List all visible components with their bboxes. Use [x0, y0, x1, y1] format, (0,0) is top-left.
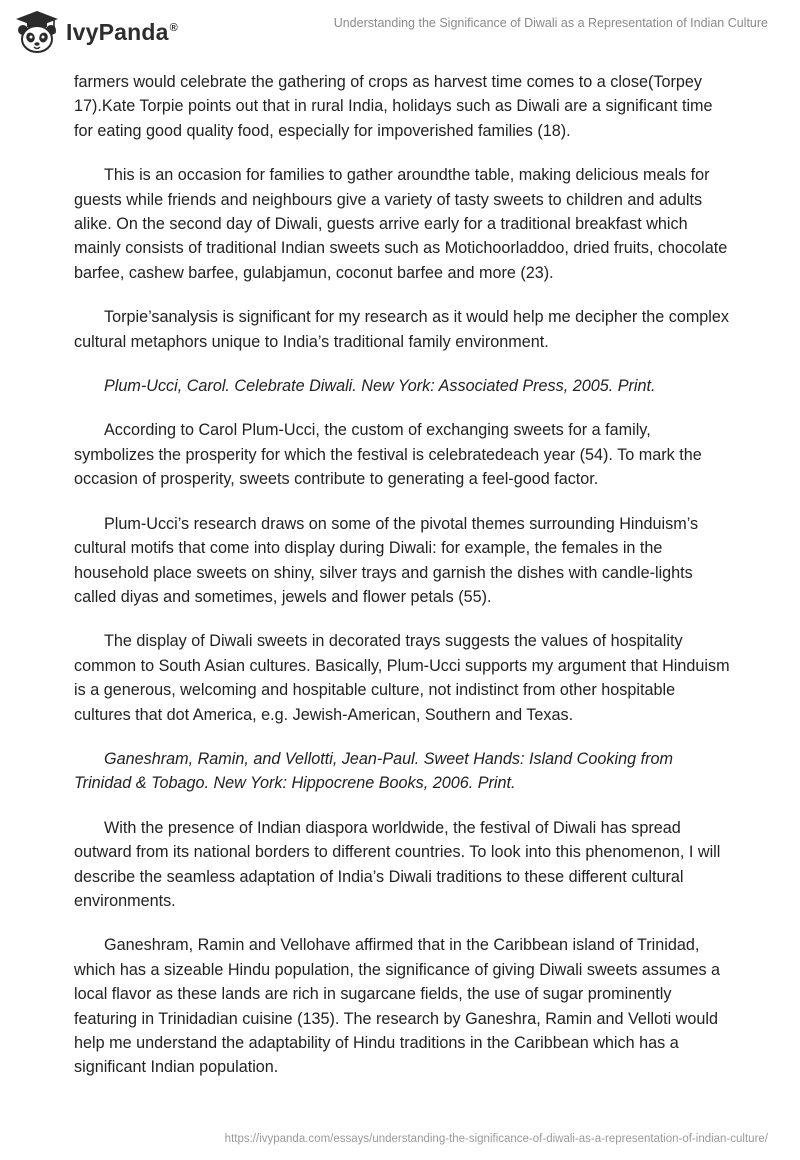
paragraph: The display of Diwali sweets in decorated trays suggests the values of hospitality common to South Asian cultures. Basically, Plum-Ucci supports my argument that Hinduism is a generous, welcoming and hospitable culture, not indistinct from other hospitable cultures that dot America, e.g. Jewish-American, Southern and Texas.	[74, 632, 730, 724]
brand-logo[interactable]	[14, 10, 178, 54]
essay-body	[74, 70, 734, 1100]
paragraph: Plum-Ucci’s research draws on some of the pivotal themes surrounding Hinduism’s cultural motifs that come into display during Diwali: for example, the females in the household place sweets on shiny, silver trays and garnish the dishes with candle-lights called diyas and sometimes, jewels and flower petals (55).	[74, 514, 699, 606]
paragraph: Ganeshram, Ramin and Vellohave affirmed that in the Caribbean island of Trinidad, which has a sizeable Hindu population, the significance of giving Diwali sweets assumes a local flavor as these lands are rich in sugarcane fields, the use of sugar prominently featuring in Trinidadian cuisine (135). The research by Ganeshra, Ramin and Velloti would help me understand the adaptability of Hindu traditions in the Caribbean which has a significant Indian population.	[74, 936, 721, 1077]
page-header	[0, 0, 800, 64]
paragraph: According to Carol Plum-Ucci, the custom of exchanging sweets for a family, symbolizes the prosperity for which the festival is celebratedeach year (54). To mark the occasion of prosperity, sweets contribute to generating a feel-good factor.	[74, 421, 702, 489]
paragraph: farmers would celebrate the gathering of crops as harvest time comes to a close(Torpey 17).Kate Torpie points out that in rural India, holidays such as Diwali are a significant time for eating good quality food, especially for impoverished families (18).	[74, 73, 713, 140]
document-title: Understanding the Significance of Diwali as a Representation of Indian Culture	[333, 16, 768, 30]
registered-mark: ®	[169, 21, 178, 34]
source-url[interactable]: https://ivypanda.com/essays/understanding-the-significance-of-diwali-as-a-representation-of-indian-culture/	[224, 1133, 768, 1145]
citation: Ganeshram, Ramin, and Vellotti, Jean-Paul. Sweet Hands: Island Cooking from Trinidad & Tobago. New York: Hippocrene Books, 2006. Print.	[74, 749, 673, 793]
brand-name: IvyPanda®	[66, 18, 178, 45]
citation: Plum-Ucci, Carol. Celebrate Diwali. New York: Associated Press, 2005. Print.	[104, 377, 656, 396]
panda-graduate-icon	[14, 9, 60, 55]
paragraph: Torpie’sanalysis is significant for my research as it would help me decipher the complex cultural metaphors unique to India’s traditional family environment.	[74, 308, 730, 351]
paragraph: This is an occasion for families to gather aroundthe table, making delicious meals for guests while friends and neighbours give a variety of tasty sweets to children and adults alike. On the second day of Diwali, guests arrive early for a traditional breakfast which mainly consists of traditional Indian sweets such as Motichoorladdoo, dried fruits, chocolate barfee, cashew barfee, gulabjamun, coconut barfee and more (23).	[74, 166, 728, 282]
paragraph: With the presence of Indian diaspora worldwide, the festival of Diwali has spread outward from its national borders to different countries. To look into this phenomenon, I will describe the seamless adaptation of India’s Diwali traditions to these different cultural environments.	[74, 818, 721, 910]
